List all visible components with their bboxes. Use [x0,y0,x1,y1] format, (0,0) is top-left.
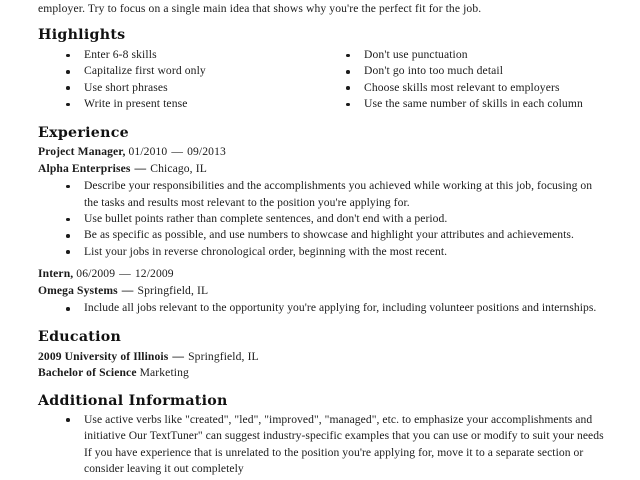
list-item: Don't use punctuation [340,47,625,63]
section-heading-experience: Experience [38,125,129,141]
highlights-left-list [60,47,350,113]
education-dash: — [172,349,185,363]
job-date-dash: — [171,145,184,158]
job-date-dash: — [119,267,131,281]
education-location: Springfield, IL [188,349,259,363]
highlights-columns [38,47,608,115]
education-degree-line [38,365,608,381]
experience-entry [38,266,608,317]
education-year-school: 2009 University of Illinois [38,349,169,363]
education-field: Marketing [139,365,189,379]
job-date-end: 12/2009 [134,267,174,281]
list-item: Don't go into too much detail [340,63,625,79]
list-item: Choose skills most relevant to employers [340,80,625,96]
job-date-start: 01/2010 [128,145,168,158]
experience-bullet-list [38,178,608,260]
job-company-dash: — [121,283,134,297]
intro-paragraph: employer. Try to focus on a single main idea that shows why you're the perfect fit for the job. [38,2,482,15]
job-location: Chicago, IL [150,161,207,175]
job-title-separator: , [122,145,126,158]
job-title-line [38,144,608,160]
education-degree: Bachelor of Science [38,365,137,379]
experience-entry [38,144,608,260]
list-item: Use short phrases [60,80,350,96]
job-company-line [38,161,608,177]
education-school-line [38,349,608,365]
experience-bullet-list [38,300,608,316]
job-title-line [38,266,608,282]
highlights-right-column [340,47,625,113]
list-item: List your jobs in reverse chronological order, beginning with the most recent. [60,244,608,260]
list-item: Use active verbs like "created", "led", "improved", "managed", etc. to emphasize your accomplishments and initiative Our TextTuner" can suggest industry-specific examples that you can use or modify to suit your needs If you have experience that is unrelated to the position you're applying for, move it to a separate section or consider leaving it out completely [60,412,608,478]
list-item: Describe your responsibilities and the accomplishments you achieved while working at this job, focusing on the tasks and results most relevant to the position you're applying for. [60,178,608,211]
job-title: Project Manager [38,145,123,158]
list-item: Be as specific as possible, and use numbers to showcase and highlight your attributes and achievements. [60,227,608,243]
list-item: Write in present tense [60,96,350,112]
section-heading-highlights: Highlights [38,27,126,43]
section-heading-additional-information: Additional Information [38,392,228,409]
highlights-left-column [60,47,350,113]
job-company: Omega Systems [38,283,118,297]
job-title: Intern [38,267,71,281]
section-heading-education: Education [38,328,122,345]
job-company: Alpha Enterprises [38,161,131,175]
job-date-end: 09/2013 [187,145,226,158]
job-date-start: 06/2009 [76,267,116,281]
job-title-separator: , [70,267,74,281]
document-content [38,0,608,477]
highlights-right-list [340,47,625,113]
additional-information-list [38,412,608,478]
list-item: Include all jobs relevant to the opportunity you're applying for, including volunteer positions and internships. [60,300,608,316]
job-location: Springfield, IL [137,283,209,297]
list-item: Enter 6-8 skills [60,47,350,63]
job-company-line [38,283,608,299]
list-item: Use the same number of skills in each column [340,96,625,112]
list-item: Capitalize first word only [60,63,350,79]
list-item: Use bullet points rather than complete sentences, and don't end with a period. [60,211,608,227]
job-company-dash: — [134,161,147,175]
